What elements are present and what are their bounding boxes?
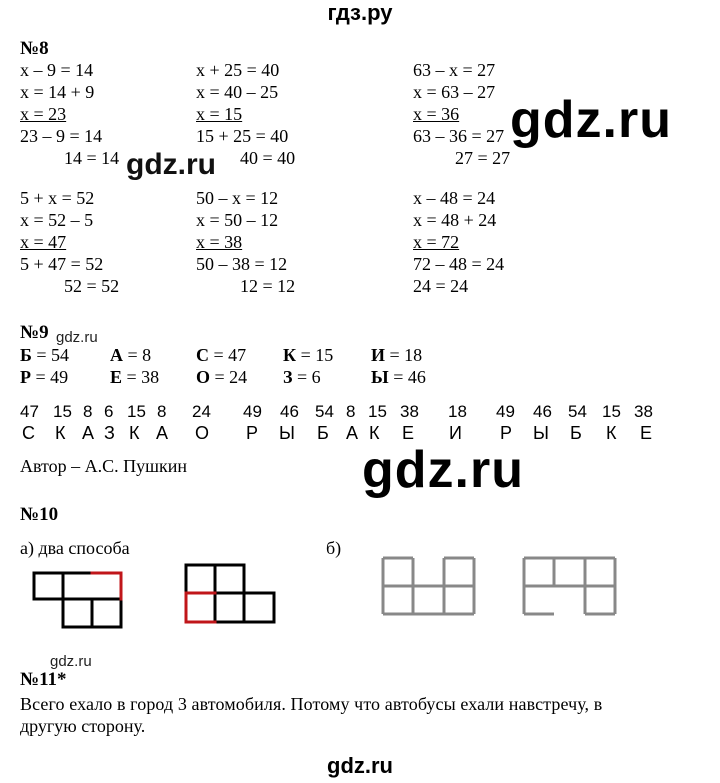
task8-title: №8	[20, 38, 49, 59]
cipher-key: А = 8	[110, 345, 152, 365]
equation-line: 63 – x = 27	[413, 60, 496, 80]
code-number: 15	[53, 402, 72, 421]
code-letter: Р	[500, 423, 513, 443]
equation-line: x = 40 – 25	[196, 82, 279, 102]
code-number: 15	[368, 402, 387, 421]
cipher-key: Ы = 46	[371, 367, 426, 387]
equation-check-result: 24 = 24	[413, 276, 469, 296]
code-letter: З	[104, 423, 115, 443]
code-number: 8	[346, 402, 356, 421]
equation-check-result: 12 = 12	[240, 276, 296, 296]
equation-line: x = 52 – 5	[20, 210, 94, 230]
code-letter: К	[55, 423, 66, 443]
watermark-medium: gdz.ru	[126, 148, 216, 181]
task10-title: №10	[20, 504, 59, 525]
cipher-key: З = 6	[283, 367, 321, 387]
equation-answer: x = 38	[196, 232, 243, 252]
code-letter: С	[22, 423, 35, 443]
matchstick-figure-b2	[524, 558, 615, 614]
equation-line: 5 + x = 52	[20, 188, 95, 208]
code-letter: К	[369, 423, 380, 443]
code-letter: Е	[402, 423, 415, 443]
code-number: 8	[157, 402, 167, 421]
code-number: 54	[568, 402, 587, 421]
equation-line: x = 63 – 27	[413, 82, 496, 102]
code-letter: К	[129, 423, 140, 443]
task10-part-a: а) два способа	[20, 538, 130, 558]
matchstick-figure-a1	[34, 573, 121, 627]
cipher-key: О = 24	[196, 367, 248, 387]
task9-title: №9	[20, 322, 49, 343]
code-number: 18	[448, 402, 467, 421]
code-letter: Б	[317, 423, 329, 443]
code-number: 54	[315, 402, 334, 421]
cipher-key: Б = 54	[20, 345, 70, 365]
equation-check: 15 + 25 = 40	[196, 126, 289, 146]
matchstick-figure-b1	[383, 558, 474, 614]
equation-line: x – 48 = 24	[413, 188, 496, 208]
code-letter: И	[449, 423, 462, 443]
equation-check-result: 27 = 27	[455, 148, 511, 168]
task10-part-b: б)	[326, 538, 342, 558]
code-letter: О	[195, 423, 210, 443]
task11-text-line: другую сторону.	[20, 716, 146, 736]
equation-line: x = 14 + 9	[20, 82, 95, 102]
code-letter: А	[346, 423, 359, 443]
cipher-key: Р = 49	[20, 367, 69, 387]
code-number: 38	[634, 402, 653, 421]
matchstick-figure-a2	[186, 565, 274, 622]
task11-text-line: Всего ехало в город 3 автомобиля. Потому что автобусы ехали навстречу, в	[20, 694, 603, 714]
code-number: 46	[533, 402, 552, 421]
watermark-large: gdz.ru	[510, 91, 672, 149]
equation-check: 50 – 38 = 12	[196, 254, 288, 274]
equation-check: 72 – 48 = 24	[413, 254, 505, 274]
footer-watermark: gdz.ru	[327, 753, 393, 778]
watermark-large: gdz.ru	[362, 441, 524, 499]
equation-check: 5 + 47 = 52	[20, 254, 104, 274]
code-letter: А	[156, 423, 169, 443]
code-letter: Ы	[533, 423, 549, 443]
code-number: 15	[127, 402, 146, 421]
equation-answer: x = 23	[20, 104, 67, 124]
equation-answer: x = 36	[413, 104, 460, 124]
equation-line: x = 50 – 12	[196, 210, 279, 230]
watermark-small: gdz.ru	[56, 329, 98, 346]
equation-answer: x = 47	[20, 232, 67, 252]
code-letter: А	[82, 423, 95, 443]
equation-line: 50 – x = 12	[196, 188, 279, 208]
code-letter: К	[606, 423, 617, 443]
cipher-key: Е = 38	[110, 367, 160, 387]
equation-answer: x = 72	[413, 232, 460, 252]
equation-check-result: 40 = 40	[240, 148, 296, 168]
equation-answer: x = 15	[196, 104, 243, 124]
code-number: 38	[400, 402, 419, 421]
code-number: 49	[496, 402, 515, 421]
equation-check: 63 – 36 = 27	[413, 126, 505, 146]
site-header: гдз.ру	[327, 0, 393, 25]
code-letter: Р	[246, 423, 259, 443]
equation-check: 23 – 9 = 14	[20, 126, 103, 146]
equation-line: x + 25 = 40	[196, 60, 280, 80]
code-number: 49	[243, 402, 262, 421]
code-number: 46	[280, 402, 299, 421]
watermark-small: gdz.ru	[50, 653, 92, 670]
equation-check-result: 14 = 14	[64, 148, 120, 168]
equation-check-result: 52 = 52	[64, 276, 120, 296]
task9-author: Автор – А.С. Пушкин	[20, 456, 188, 476]
code-number: 15	[602, 402, 621, 421]
cipher-key: К = 15	[283, 345, 334, 365]
equation-line: x = 48 + 24	[413, 210, 497, 230]
code-letter: Е	[640, 423, 653, 443]
code-letter: Ы	[279, 423, 295, 443]
matchstick-figures	[0, 555, 720, 645]
code-number: 6	[104, 402, 114, 421]
cipher-key: С = 47	[196, 345, 247, 365]
code-letter: Б	[570, 423, 582, 443]
cipher-key: И = 18	[371, 345, 423, 365]
code-number: 47	[20, 402, 39, 421]
code-number: 8	[83, 402, 93, 421]
task11-title: №11*	[20, 669, 67, 690]
code-number: 24	[192, 402, 211, 421]
equation-line: x – 9 = 14	[20, 60, 94, 80]
